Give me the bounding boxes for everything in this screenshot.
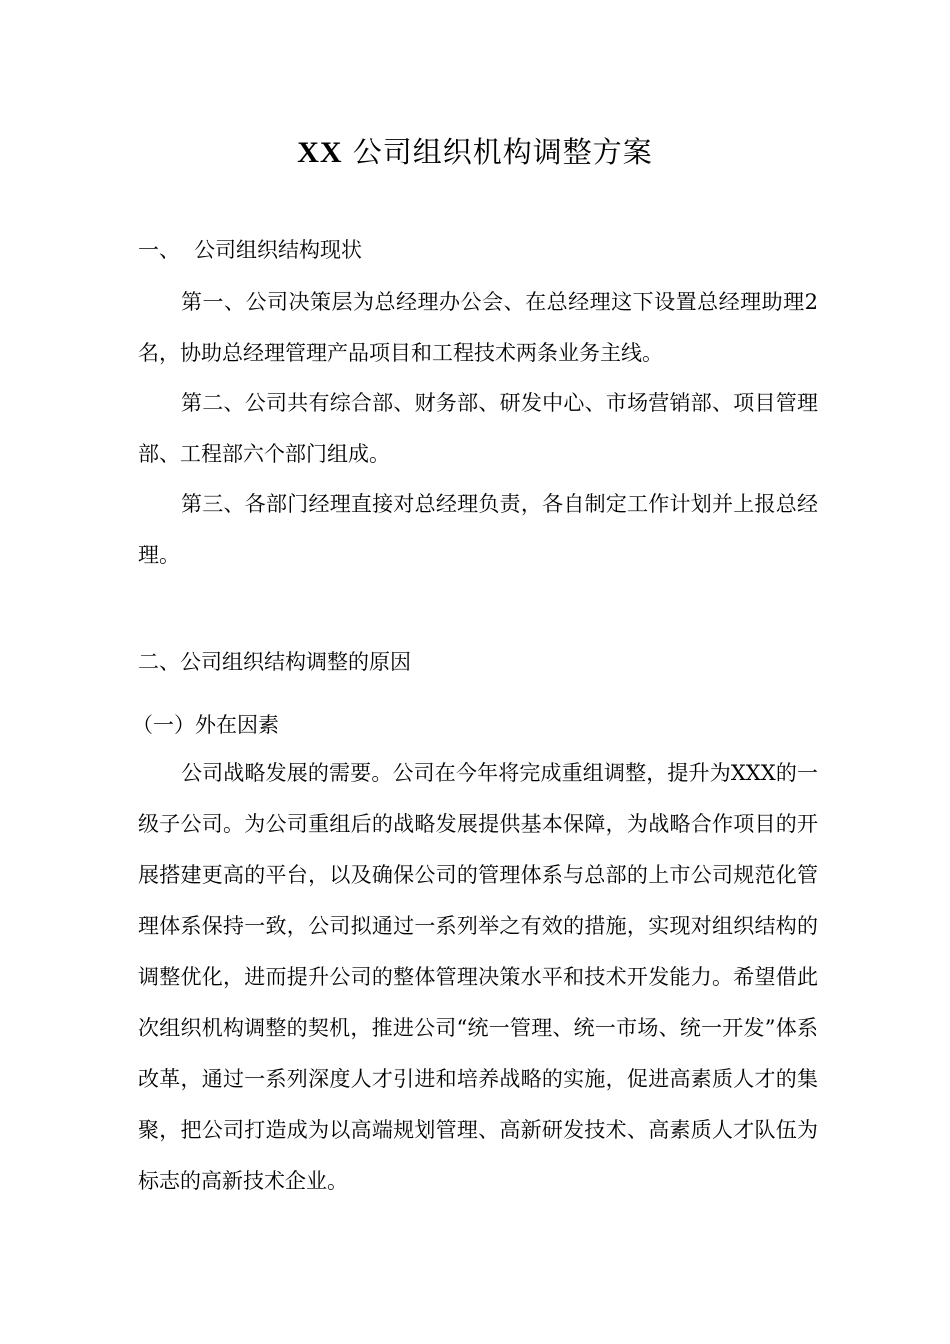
section1-paragraph-2: 第二、公司共有综合部、财务部、研发中心、市场营销部、项目管理部、工程部六个部门组成。 (138, 391, 818, 466)
section2-paragraph: 公司战略发展的需要。公司在今年将完成重组调整，提升为XXX的一级子公司。为公司重组后的战略发展提供基本保障，为战略合作项目的开展搭建更高的平台，以及确保公司的管理体系与总部的上市公司规范化管理体系保持一致，公司拟通过一系列举之有效的措施，实现对组织结构的调整优化，进而提升公司的整体管理决策水平和技术开发能力。希望借此次组织机构调整的契机，推进公司“统一管理、统一市场、统一开发”体系改革，通过一系列深度人才引进和培养战略的实施，促进高素质人才的集聚，把公司打造成为以高端规划管理、高新研发技术、高素质人才队伍为标志的高新技术企业。 (138, 761, 818, 1193)
title-prefix: XX (297, 136, 343, 169)
section1-heading (138, 236, 362, 264)
section1-heading-text: 公司组织结构现状 (194, 238, 362, 262)
section1-number: 一、 (138, 238, 180, 262)
document-title (0, 132, 950, 173)
section1-paragraph-3: 第三、各部门经理直接对总经理负责，各自制定工作计划并上报总经理。 (138, 492, 818, 567)
title-text: 公司组织机构调整方案 (352, 135, 653, 169)
section1-paragraph-1: 第一、公司决策层为总经理办公会、在总经理这下设置总经理助理2名，协助总经理管理产品项目和工程技术两条业务主线。 (138, 290, 818, 365)
section2-subheading: （一）外在因素 (132, 713, 279, 737)
section2-heading: 二、公司组织结构调整的原因 (138, 650, 411, 674)
